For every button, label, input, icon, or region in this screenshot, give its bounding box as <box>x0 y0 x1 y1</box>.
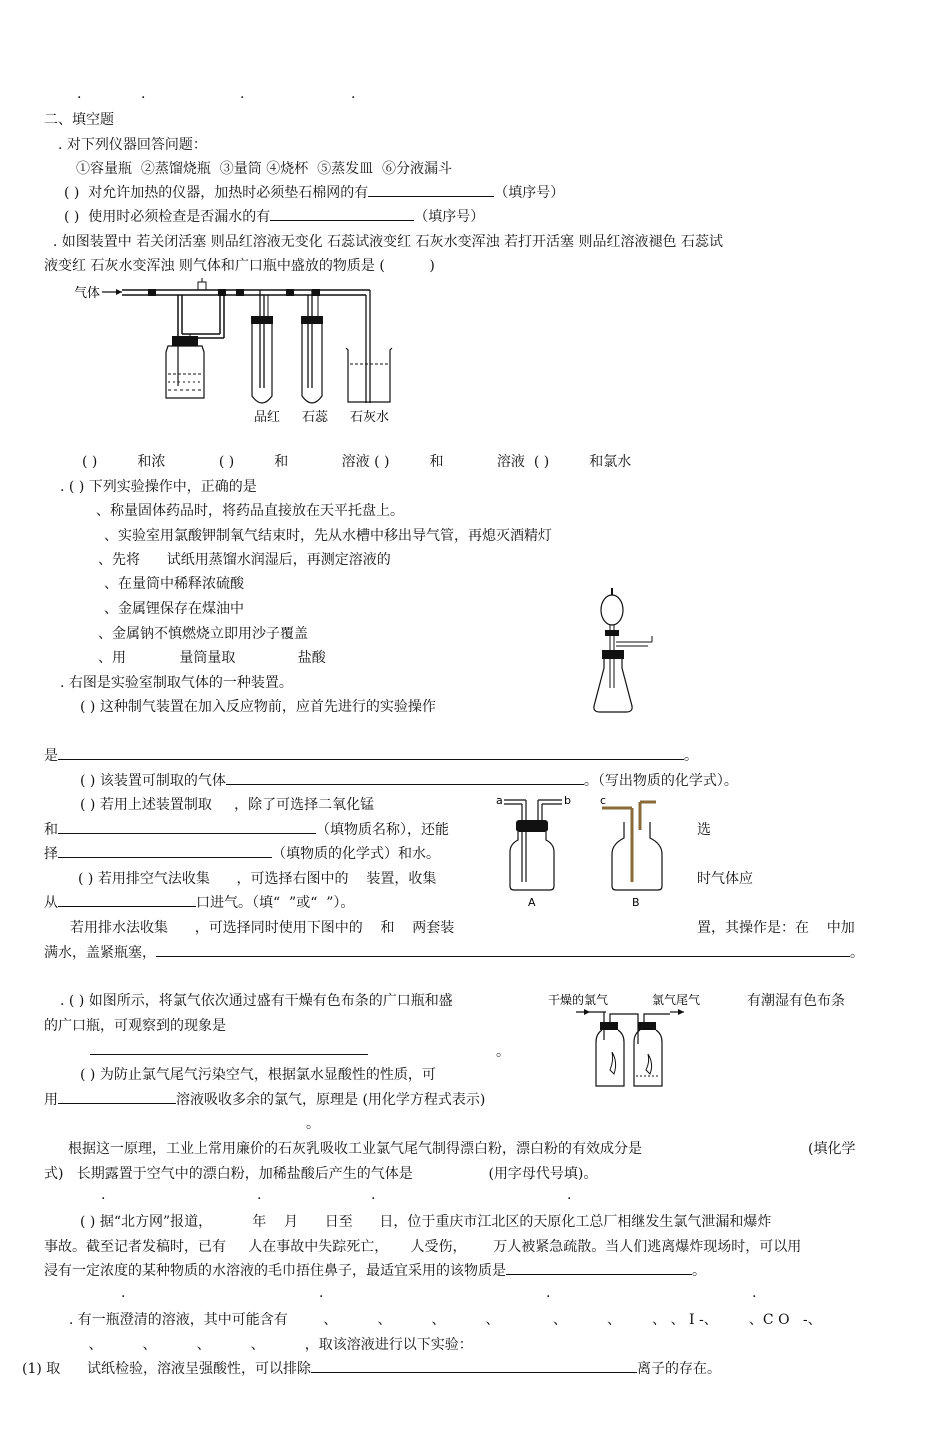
q5-part2: ( ) 为防止氯气尾气污染空气，根据氯水显酸性的性质，可 <box>80 1067 436 1083</box>
dot: . <box>101 1187 106 1203</box>
q7-line2: 、 、 、 、 ，取该溶液进行以下实验： <box>44 1337 473 1353</box>
q4-part5-b: 置，其操作是：在 中加 <box>697 920 855 936</box>
q5-part1-b: 有潮湿有色布条 <box>747 993 845 1009</box>
q6-line2: 事故。截至记者发稿时，已有 人在事故中失踪死亡， 人受伤， 万人被紧急疏散。当人们逃离爆炸现场时，可以用 <box>44 1239 802 1255</box>
q1-part1: ( ) 对允许加热的仪器，加热时必须垫石棉网的有 （填序号） <box>64 185 565 201</box>
answer-blank[interactable] <box>156 944 850 957</box>
dot: . <box>77 86 82 102</box>
q6-line3: 浸有一定浓度的某种物质的水溶液的毛巾捂住鼻子，最适宜采用的该物质是 。 <box>44 1263 706 1279</box>
dot: . <box>257 1187 262 1203</box>
dot: . <box>351 86 356 102</box>
q1-items: ①容量瓶 ②蒸馏烧瓶 ③量筒 ④烧杯 ⑤蒸发皿 ⑥分液漏斗 <box>76 161 453 177</box>
q4-part3-line3: 择 （填物质的化学式）和水。 <box>44 846 440 862</box>
q1-stem: . 对下列仪器回答问题： <box>58 137 207 153</box>
gas-apparatus-figure <box>70 278 410 428</box>
q4-part3: ( ) 若用上述装置制取 ，除了可选择二氧化锰 <box>80 797 375 813</box>
answer-blank[interactable] <box>58 1091 176 1104</box>
port-c-label: c <box>600 794 607 807</box>
fig-label-dry-chlorine: 干燥的氯气 <box>548 993 609 1007</box>
q4-part1: ( ) 这种制气装置在加入反应物前，应首先进行的实验操作 <box>80 699 436 715</box>
section-title: 二、填空题 <box>44 112 114 128</box>
dot: . <box>240 86 245 102</box>
q5-part1-end: 。 <box>496 1044 510 1060</box>
answer-blank[interactable] <box>270 208 414 221</box>
q1-part2: ( ) 使用时必须检查是否漏水的有 （填序号） <box>64 209 485 225</box>
q4-stem: . 右图是实验室制取气体的一种装置。 <box>60 675 293 691</box>
q2-line1: . 如图装置中 若关闭活塞 则品红溶液无变化 石蕊试液变红 石灰水变浑浊 若打开活塞 则品红溶液褪色 石蕊试 <box>44 234 723 250</box>
q5-part2-line2: 用 溶液吸收多余的氯气，原理是 (用化学方程式表示) <box>44 1092 486 1108</box>
fig-label-shirui: 石蕊 <box>302 410 329 425</box>
answer-blank[interactable] <box>58 894 196 907</box>
q5-part3-b: (填化学 <box>808 1141 856 1157</box>
dot: . <box>546 1285 551 1301</box>
dot: . <box>319 1285 324 1301</box>
bottle-b-label: B <box>632 896 640 909</box>
q4-part5: 若用排水法收集 ，可选择同时使用下图中的 和 两套装 <box>70 920 455 936</box>
answer-blank[interactable] <box>58 845 272 858</box>
q7-line1: . 有一瓶澄清的溶液，其中可能含有 、 、 、 、 、 、 、 、 I -、 、C O -、 <box>60 1312 822 1328</box>
dot: . <box>371 1187 376 1203</box>
dot: . <box>121 1285 126 1301</box>
q2-line2: 液变红 石灰水变浑浊 则气体和广口瓶中盛放的物质是 ( ) <box>44 258 435 274</box>
q3-option-b: 、实验室用氯酸钾制氧气结束时，先从水槽中移出导气管，再熄灭酒精灯 <box>104 528 552 544</box>
q5-part2-end: 。 <box>306 1116 320 1132</box>
dot: . <box>567 1187 572 1203</box>
q4-part5-line2: 满水，盖紧瓶塞， 。 <box>44 945 864 961</box>
q6-line1: ( ) 据“北方网”报道， 年 月 日至 日，位于重庆市江北区的天原化工总厂相继发生氯气泄漏和爆炸 <box>80 1214 772 1230</box>
flask-apparatus-figure <box>590 588 660 716</box>
q4-part1-answer: 是 。 <box>44 748 698 764</box>
dot: . <box>141 86 146 102</box>
q5-part3: 根据这一原理，工业上常用廉价的石灰乳吸收工业氯气尾气制得漂白粉，漂白粉的有效成分是 <box>68 1141 642 1157</box>
q4-xuan: 选 <box>697 822 711 838</box>
q3-option-e: 、金属锂保存在煤油中 <box>104 601 244 617</box>
fig-label-chlorine-tail: 氯气尾气 <box>652 993 701 1007</box>
q3-option-c: 、先将 试纸用蒸馏水润湿后，再测定溶液的 <box>98 552 391 568</box>
q4-part4-b: 时气体应 <box>697 871 753 887</box>
q3-option-a: 、称量固体药品时，将药品直接放在天平托盘上。 <box>96 503 404 519</box>
q5-part3-c: 式) 长期露置于空气中的漂白粉，加稀盐酸后产生的气体是 (用字母代号填)。 <box>44 1166 598 1182</box>
answer-blank[interactable] <box>58 821 316 834</box>
q3-stem: . ( ) 下列实验操作中，正确的是 <box>60 479 257 495</box>
q3-option-f: 、金属钠不慎燃烧立即用沙子覆盖 <box>98 626 308 642</box>
dot: . <box>752 1285 757 1301</box>
q5-part1: . ( ) 如图所示，将氯气依次通过盛有干燥有色布条的广口瓶和盛 <box>60 993 453 1009</box>
answer-blank[interactable] <box>226 772 584 785</box>
answer-blank[interactable] <box>368 184 494 197</box>
q2-options: ( ) 和浓 ( ) 和 溶液 ( ) 和 溶液 ( ) 和氯水 <box>82 454 632 470</box>
bottle-a-label: A <box>528 896 536 909</box>
q4-part2: ( ) 该装置可制取的气体 。（写出物质的化学式）。 <box>80 773 738 789</box>
gas-label: 气体 <box>74 286 101 301</box>
q3-option-d: 、在量筒中稀释浓硫酸 <box>104 576 244 592</box>
q4-part4-line2: 从 口进气。（填“ ”或“ ”）。 <box>44 895 355 911</box>
port-a-label: a <box>496 794 503 807</box>
q4-part4: ( ) 若用排空气法收集 ，可选择右图中的 装置，收集 <box>78 871 437 887</box>
gas-bottles-ab-figure <box>492 790 682 912</box>
answer-blank[interactable] <box>58 747 684 760</box>
q5-part1-c: 的广口瓶，可观察到的现象是 <box>44 1018 226 1034</box>
answer-blank[interactable] <box>311 1360 637 1373</box>
q3-option-g: 、用 量筒量取 盐酸 <box>98 650 326 666</box>
q4-part3-line2: 和 （填物质名称），还能 <box>44 822 449 838</box>
answer-blank[interactable] <box>90 1054 368 1055</box>
fig-label-shihuishui: 石灰水 <box>350 410 390 425</box>
answer-blank[interactable] <box>506 1262 692 1275</box>
fig-label-pinhong: 品红 <box>254 410 281 425</box>
port-b-label: b <box>564 794 571 807</box>
chlorine-bottles-figure <box>546 990 706 1090</box>
q7-line3: (1) 取 试纸检验，溶液呈强酸性，可以排除 离子的存在。 <box>22 1361 721 1377</box>
